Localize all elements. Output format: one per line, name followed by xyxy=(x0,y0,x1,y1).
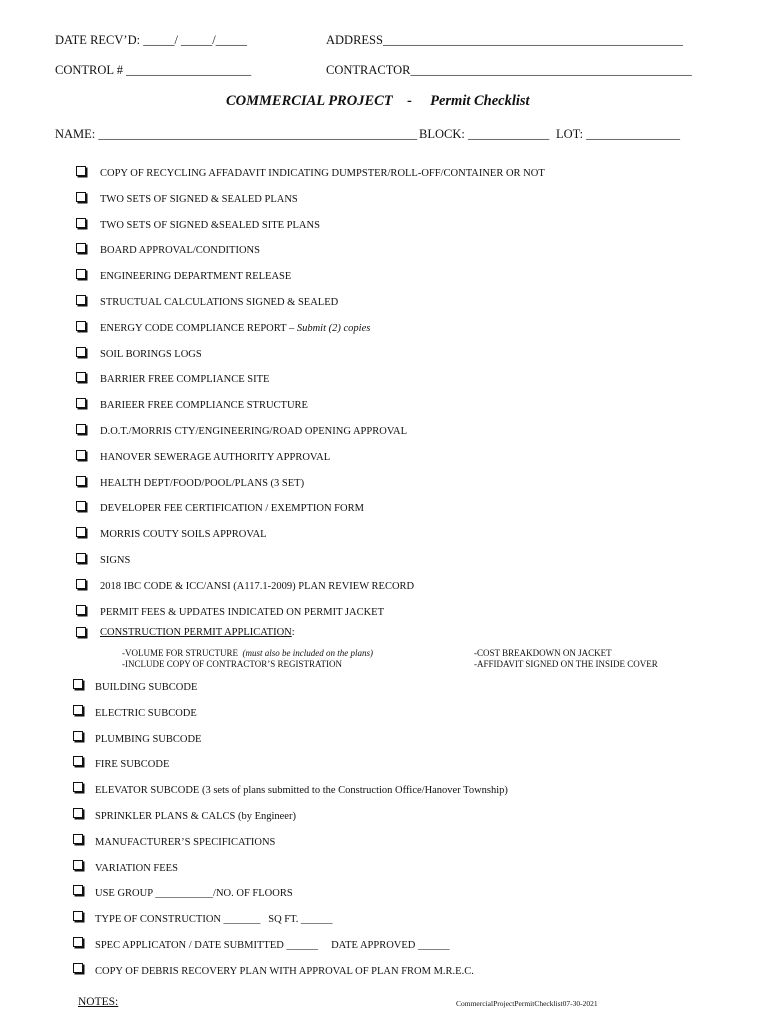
checklist-item-label xyxy=(100,323,370,334)
checklist-item-label xyxy=(100,581,414,592)
checkbox-icon[interactable] xyxy=(76,321,86,331)
checklist-item-text: MORRIS COUTY SOILS APPROVAL xyxy=(100,529,267,541)
subcode-item xyxy=(72,756,732,770)
checklist-item xyxy=(74,166,734,180)
subcode-item xyxy=(72,860,732,874)
checkbox-icon[interactable] xyxy=(73,937,83,947)
block-field: BLOCK: _____________ xyxy=(419,127,550,141)
subcode-item xyxy=(72,834,732,848)
checklist-item-label xyxy=(100,426,407,437)
subcode-item xyxy=(72,705,732,719)
checklist-item-label xyxy=(100,168,545,179)
checklist-item-text: SOIL BORINGS LOGS xyxy=(100,348,202,360)
checklist-item-label xyxy=(100,503,364,514)
subcode-item xyxy=(72,731,732,745)
volume-structure-text: -VOLUME FOR STRUCTURE xyxy=(122,648,243,658)
subcode-item-label: COPY OF DEBRIS RECOVERY PLAN WITH APPROVAL OF PLAN FROM M.R.E.C. xyxy=(95,965,474,977)
affidavit-note: -AFFIDAVIT SIGNED ON THE INSIDE COVER xyxy=(474,659,658,669)
checkbox-icon[interactable] xyxy=(76,372,86,382)
checklist-item xyxy=(74,553,734,567)
checkbox-icon[interactable] xyxy=(76,501,86,511)
subcode-item-label: VARIATION FEES xyxy=(95,862,178,874)
subcode-item xyxy=(72,808,732,822)
checklist-item-text: TWO SETS OF SIGNED & SEALED PLANS xyxy=(100,193,298,205)
checklist-item-text: BARIEER FREE COMPLIANCE STRUCTURE xyxy=(100,400,308,412)
checklist-item-text: HEALTH DEPT/FOOD/POOL/PLANS (3 SET) xyxy=(100,477,305,489)
checkbox-icon[interactable] xyxy=(76,347,86,357)
checkbox-icon[interactable] xyxy=(73,782,83,792)
checklist-item-text: STRUCTUAL CALCULATIONS SIGNED & SEALED xyxy=(100,297,339,308)
checkbox-icon[interactable] xyxy=(76,424,86,434)
checklist-item-text: BARRIER FREE COMPLIANCE SITE xyxy=(100,374,270,386)
checklist-item-label xyxy=(100,245,260,256)
control-number-field: CONTROL # ____________________ xyxy=(55,63,252,77)
subcode-item xyxy=(72,885,732,899)
checklist-item-note: Submit (2) copies xyxy=(296,322,371,334)
checkbox-icon[interactable] xyxy=(73,705,83,715)
checkbox-icon[interactable] xyxy=(76,295,86,305)
checklist-item-label xyxy=(100,607,384,618)
form-id: CommercialProjectPermitChecklist07-30-2021 xyxy=(456,999,598,1008)
volume-structure-note xyxy=(122,648,373,658)
checklist-item-text: 2018 IBC CODE & ICC/ANSI (A117.1-2009) PLAN REVIEW RECORD xyxy=(100,580,415,592)
subcode-item-label: BUILDING SUBCODE xyxy=(95,682,198,693)
checklist-item-label xyxy=(100,529,267,540)
checkbox-icon[interactable] xyxy=(76,269,86,279)
checkbox-icon[interactable] xyxy=(76,476,86,486)
checkbox-icon[interactable] xyxy=(73,834,83,844)
checklist-item xyxy=(74,501,734,515)
page-title: COMMERCIAL PROJECT - Permit Checklist xyxy=(226,93,530,109)
construction-permit-item xyxy=(74,627,714,641)
checklist-item xyxy=(74,218,734,232)
checklist-item xyxy=(74,321,734,335)
subcode-item xyxy=(72,782,732,796)
lot-field: LOT: _______________ xyxy=(556,127,681,141)
checklist-item xyxy=(74,269,734,283)
checklist-item-text: BOARD APPROVAL/CONDITIONS xyxy=(100,245,260,257)
checklist-item-text: DEVELOPER FEE CERTIFICATION / EXEMPTION FORM xyxy=(100,503,364,515)
subcode-item-label: PLUMBING SUBCODE xyxy=(95,733,202,745)
subcode-item-label: SPRINKLER PLANS & CALCS (by Engineer) xyxy=(95,811,296,822)
checkbox-icon[interactable] xyxy=(76,450,86,460)
subcode-item-label: MANUFACTURER’S SPECIFICATIONS xyxy=(95,836,276,848)
cost-breakdown-note: -COST BREAKDOWN ON JACKET xyxy=(474,648,612,658)
checklist-item-label xyxy=(100,374,269,385)
checklist-item xyxy=(74,192,734,206)
checklist-item xyxy=(74,243,734,257)
checklist-item-text: ENGINEERING DEPARTMENT RELEASE xyxy=(100,271,292,283)
subcode-item-label: SPEC APPLICATON / DATE SUBMITTED ______ DATE APPROVED ______ xyxy=(95,940,450,951)
checklist-item-label xyxy=(100,349,202,360)
checklist-item-label xyxy=(100,400,308,411)
checkbox-icon[interactable] xyxy=(76,192,86,202)
checkbox-icon[interactable] xyxy=(73,808,83,818)
checkbox-icon[interactable] xyxy=(76,218,86,228)
checkbox-icon[interactable] xyxy=(73,756,83,766)
volume-structure-italic: (must also be included on the plans) xyxy=(242,648,373,658)
subcode-item-label: TYPE OF CONSTRUCTION _______ SQ FT. ______ xyxy=(95,914,333,926)
checklist-item xyxy=(74,527,734,541)
checkbox-icon[interactable] xyxy=(73,885,83,895)
checklist-item-text: HANOVER SEWERAGE AUTHORITY APPROVAL xyxy=(100,451,331,463)
construction-permit-colon: : xyxy=(291,627,295,638)
address-field: ADDRESS________________________________________________ xyxy=(326,33,683,47)
checkbox-icon[interactable] xyxy=(76,166,86,176)
checkbox-icon[interactable] xyxy=(76,553,86,563)
checklist-item-label xyxy=(100,452,330,463)
subcode-item-label: USE GROUP ___________/NO. OF FLOORS xyxy=(95,888,293,900)
checklist-item-label xyxy=(100,194,298,205)
checkbox-icon[interactable] xyxy=(73,679,83,689)
checklist-item-text: ENERGY CODE COMPLIANCE REPORT – xyxy=(100,322,297,334)
subcode-item-label: ELECTRIC SUBCODE xyxy=(95,707,197,719)
checkbox-icon[interactable] xyxy=(76,605,86,615)
checklist-item-text: TWO SETS OF SIGNED &SEALED SITE PLANS xyxy=(100,219,320,231)
checkbox-icon[interactable] xyxy=(76,627,86,637)
checklist-item-label xyxy=(100,478,304,489)
subcode-item xyxy=(72,937,732,951)
name-field: NAME: ___________________________________________________ xyxy=(55,127,418,141)
checklist-item xyxy=(74,476,734,490)
checklist-item-text: D.O.T./MORRIS CTY/ENGINEERING/ROAD OPENING APPROVAL xyxy=(100,426,408,437)
checklist-item xyxy=(74,347,734,361)
subcode-item xyxy=(72,679,732,693)
checklist-item-text: COPY OF RECYCLING AFFADAVIT INDICATING DUMPSTER/ROLL-OFF/CONTAINER OR NOT xyxy=(100,168,545,179)
notes-label: NOTES: xyxy=(78,996,119,1008)
checklist-item-text: SIGNS xyxy=(100,555,131,566)
checkbox-icon[interactable] xyxy=(76,398,86,408)
checklist-item xyxy=(74,424,734,438)
contractor-registration-note: -INCLUDE COPY OF CONTRACTOR’S REGISTRATION xyxy=(122,659,343,669)
checkbox-icon[interactable] xyxy=(73,731,83,741)
checklist-item xyxy=(74,372,734,386)
checkbox-icon[interactable] xyxy=(73,963,83,973)
subcode-item xyxy=(72,963,732,977)
date-received-field: DATE RECV’D: _____/ _____/_____ xyxy=(55,33,248,47)
subcode-item-label: ELEVATOR SUBCODE (3 sets of plans submitted to the Construction Office/Hanover Township) xyxy=(95,785,508,797)
subcode-item-label: FIRE SUBCODE xyxy=(95,759,170,771)
checklist-item xyxy=(74,579,734,593)
checklist-item-label xyxy=(100,555,130,566)
checkbox-icon[interactable] xyxy=(76,527,86,537)
construction-permit-label: CONSTRUCTION PERMIT APPLICATION xyxy=(100,627,292,638)
checklist-item xyxy=(74,450,734,464)
checklist-item-text: PERMIT FEES & UPDATES INDICATED ON PERMIT JACKET xyxy=(100,606,385,618)
checkbox-icon[interactable] xyxy=(73,911,83,921)
checklist-item-label xyxy=(100,220,320,231)
checkbox-icon[interactable] xyxy=(76,579,86,589)
checkbox-icon[interactable] xyxy=(76,243,86,253)
checklist-item xyxy=(74,295,734,309)
checklist-item-label xyxy=(100,271,291,282)
contractor-field: CONTRACTOR_____________________________________________ xyxy=(326,63,692,77)
checklist-item xyxy=(74,605,734,619)
subcode-item xyxy=(72,911,732,925)
checkbox-icon[interactable] xyxy=(73,860,83,870)
checklist-item xyxy=(74,398,734,412)
checklist-item-label xyxy=(100,297,338,308)
